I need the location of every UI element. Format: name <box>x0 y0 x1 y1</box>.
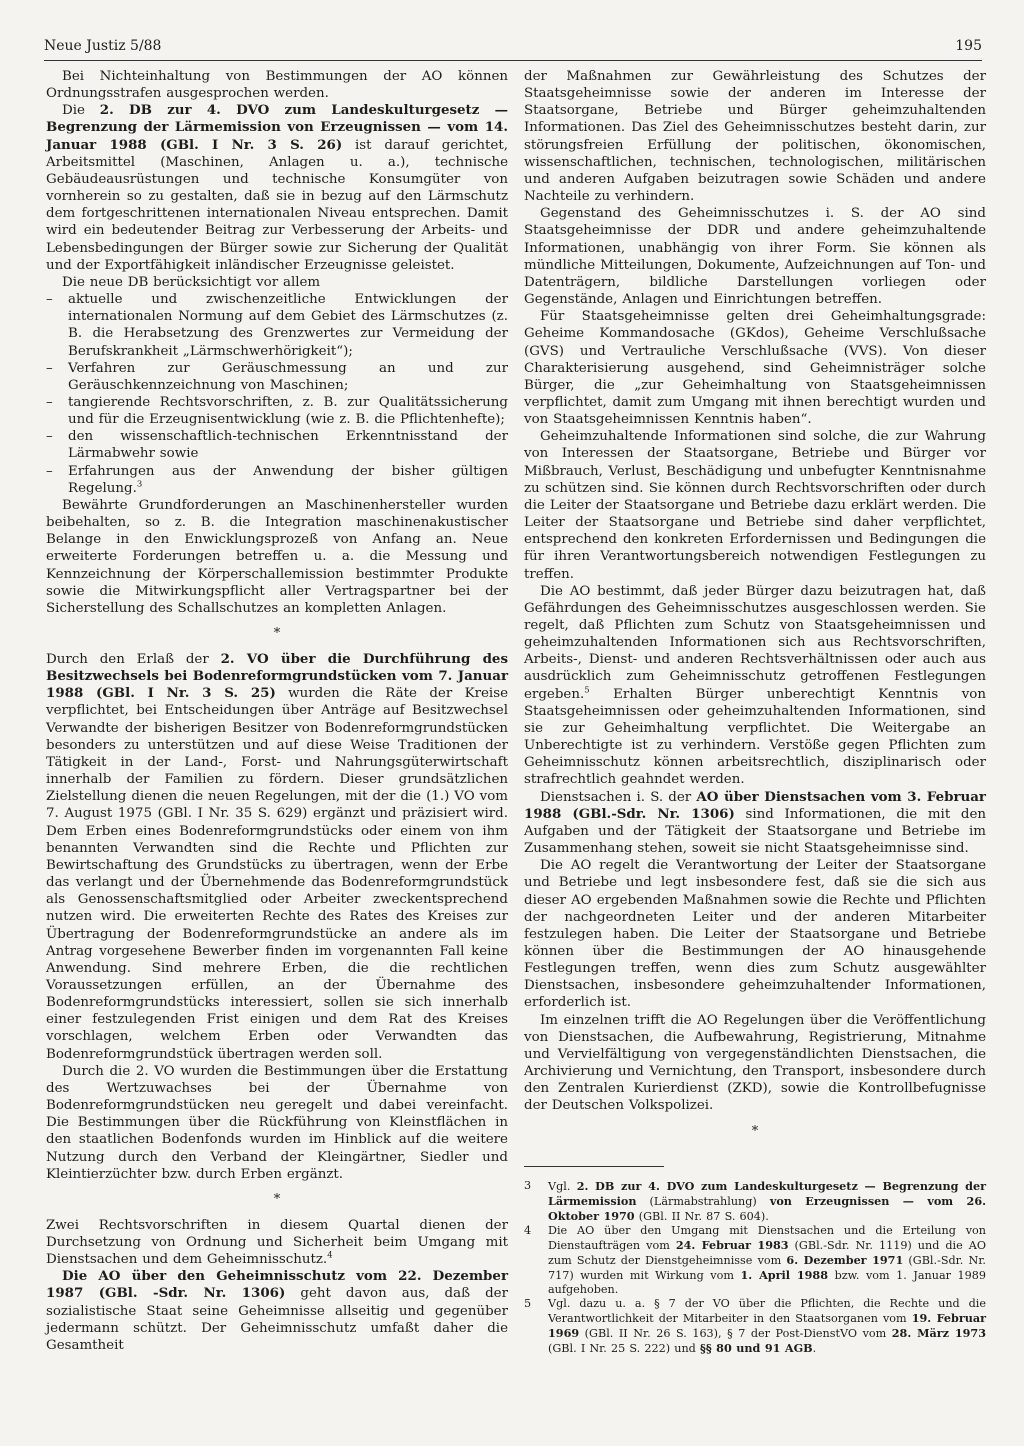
section-separator: * <box>273 626 281 641</box>
footnote-ref[interactable]: 3 <box>136 479 143 490</box>
paragraph: Gegenstand des Geheimnisschutzes i. S. der AO sind Staatsgeheimnisse der DDR und andere geheimzuhaltende Informationen, unabhängig von ihrer Form. Sie können als mündliche Mitteilungen, Dokumente, Aufzeichnungen auf Ton- und Datenträgern, bildliche Darstellungen vorliegen oder Gegenstände, Anlagen und Einrichtungen betreffen. <box>524 206 986 308</box>
paragraph: Zwei Rechtsvorschriften in diesem Quartal dienen der Durchsetzung von Ordnung und Sicherheit beim Umgang mit Dienstsachen und dem Geheimnisschutz.$^4$ <box>46 1217 508 1268</box>
regulation-title: 2. DB zur 4. DVO zum Landeskulturgesetz — Begrenzung der Lärmemission von Erzeugnissen — vom 14. Januar 1988 (GBl. I Nr. 3 S. 26) <box>46 102 508 153</box>
regulation-title: Die AO über den Geheimnisschutz vom 22. Dezember 1987 (GBl. -Sdr. Nr. 1306) <box>46 1268 508 1302</box>
paragraph: Bei Nichteinhaltung von Bestimmungen der AO können Ordnungsstrafen ausgesprochen werden. <box>46 69 508 102</box>
paragraph: Die AO bestimmt, daß jeder Bürger dazu beizutragen hat, daß Gefährdungen des Geheimnisschutzes ausgeschlossen werden. Sie regelt, daß Pflichten zum Schutz von Staatsgeheimnissen und geheimzuhaltenden Informationen sich aus Rechtsvorschriften, Arbeits-, Dienst- und anderen Rechtsverhältnissen oder auch aus ausdrücklich zum Geheimnisschutz getroffenen Festlegungen ergeben.$^5$ Erhalten Bürger unberechtigt Kenntnis von Staatsgeheimnissen oder geheimzuhaltenden Informationen, sind sie zur Geheimhaltung verpflichtet. Die Weitergabe an Unberechtigte ist zu verhindern. Verstöße gegen Pflichten zum Geheimnisschutz können arbeitsrechtlich, disziplinarisch oder strafrechtlich geahndet werden. <box>524 583 986 788</box>
list-item: – Verfahren zur Geräuschmessung an und zur Geräuschkennzeichnung von Maschinen; <box>46 360 508 393</box>
journal-title: Neue Justiz 5/88 <box>44 38 162 54</box>
regulation-title: AO über Dienstsachen vom 3. Februar 1988 (GBl.-Sdr. Nr. 1306) <box>524 788 986 822</box>
list-item: – den wissenschaftlich-technischen Erkenntnisstand der Lärmabwehr sowie <box>46 429 508 462</box>
footnote-rule <box>524 1166 664 1167</box>
footnote: 5 Vgl. dazu u. a. § 7 der VO über die Pflichten, die Rechte und die Verantwortlichkeit der Mitarbeiter in den Staatsorganen vom 19. Februar 1969 (GBl. II Nr. 26 S. 163), § 7 der Post-DienstVO vom 28. März 1973 (GBl. I Nr. 25 S. 222) und §§ 80 und 91 AGB. <box>524 1296 987 1355</box>
paragraph: Dienstsachen i. S. der AO über Dienstsachen vom 3. Februar 1988 (GBl.-Sdr. Nr. 1306) sind Informationen, die mit den Aufgaben und der Tätigkeit der Staatsorgane und Betriebe im Zusammenhang stehen, soweit sie nicht Staatsgeheimnisse sind. <box>524 788 986 857</box>
footnote-ref[interactable]: 4 <box>327 1250 333 1261</box>
footnotes <box>524 1179 986 1356</box>
paragraph: Die 2. DB zur 4. DVO zum Landeskulturgesetz — Begrenzung der Lärmemission von Erzeugnissen — vom 14. Januar 1988 (GBl. I Nr. 3 S. 26) ist darauf gerichtet, Arbeitsmittel (Maschinen, Anlagen u. a.), technische Gebäudeausrüstungen und technische Konsumgüter von vornherein so zu gestalten, daß sie in bezug auf den Lärmschutz dem fortgeschrittenen internationalen Niveau entsprechen. Damit wird ein bedeutender Beitrag zur Verbesserung der Arbeits- und Lebensbedingungen der Bürger sowie zur Sicherung der Qualität und der Exportfähigkeit inländischer Erzeugnisse geleistet. <box>46 102 508 273</box>
paragraph: Die AO regelt die Verantwortung der Leiter der Staatsorgane und Betriebe und legt insbesondere fest, daß sie die sich aus dieser AO ergebenden Maßnahmen sowie die Rechte und Pflichten der nachgeordneten Leiter und der anderen Mitarbeiter festzulegen haben. Die Leiter der Staatsorgane und Betriebe können über die Bestimmungen der AO hinausgehende Festlegungen treffen, wenn dies zum Schutz ausgewählter Dienstsachen, insbesondere geheimzuhaltender Informationen, erforderlich ist. <box>524 858 986 1011</box>
footnote: 3 Vgl. 2. DB zur 4. DVO zum Landeskulturgesetz — Begrenzung der Lärmemission (Lärmabstrahlung) von Erzeugnissen — vom 26. Oktober 1970 (GBl. II Nr. 87 S. 604). <box>524 1178 986 1223</box>
section-separator: * <box>751 1123 759 1139</box>
paragraph: Durch den Erlaß der 2. VO über die Durchführung des Besitzwechsels bei Bodenreformgrundstücken vom 7. Januar 1988 (GBl. I Nr. 3 S. 25) wurden die Räte der Kreise verpflichtet, bei Entscheidungen über Anträge auf Besitzwechsel Verwandte der bisherigen Besitzer von Bodenreformgrundstücken besonders zu unterstützen und auf diese Weise Traditionen der Tätigkeit in der Land-, Forst- und Nahrungsgüterwirtschaft innerhalb der Familien zu fördern. Dieser grundsätzlichen Zielstellung dienen die neuen Regelungen, mit der die (1.) VO vom 7. August 1975 (GBl. I Nr. 35 S. 629) ergänzt und präzisiert wird. Dem Erben eines Bodenreformgrundstücks oder einem von ihm benannten Verwandten sind die Rechte und Pflichten zur Bewirtschaftung des Grundstücks zu übertragen, wenn der Erbe das verlangt und der Übernehmende das Bodenreformgrundstück als Genossenschaftsmitglied oder Arbeiter zweckentsprechend nutzen wird. Die erweiterten Rechte des Rates des Kreises zur Übertragung der Bodenreformgrundstücke an andere als im Antrag vorgesehene Bewerber finden im vorgenannten Fall keine Anwendung. Sind mehrere Erben, die die rechtlichen Voraussetzungen erfüllen, an der Übernahme des Bodenreformgrundstücks interessiert, sollen sie sich innerhalb einer festzulegenden Frist einigen und dem Rat des Kreises vorschlagen, welchem Erben oder Verwandten das Bodenreformgrundstück übertragen werden soll. <box>46 651 508 1062</box>
footnote-ref[interactable]: 5 <box>584 685 590 696</box>
paragraph: Durch die 2. VO wurden die Bestimmungen über die Erstattung des Wertzuwachses bei der Übernahme von Bodenreformgrundstücken neu geregelt und dabei vereinfacht. Die Bestimmungen über die Rückführung von Kleinstflächen in den staatlichen Bodenfonds wurden im Hinblick auf die weitere Nutzung durch den Verband der Kleingärtner, Siedler und Kleintierzüchter bzw. durch Erben ergänzt. <box>46 1063 508 1182</box>
list-item: – Erfahrungen aus der Anwendung der bisher gültigen Regelung.$^3$ <box>46 463 508 496</box>
list-item: – aktuelle und zwischenzeitliche Entwicklungen der internationalen Normung auf dem Gebiet des Lärmschutzes (z. B. die Herabsetzung des Grenzwertes zur Vermeidung der Berufskrankheit „Lärmschwerhörigkeit“); <box>46 292 508 359</box>
footnote: 4 Die AO über den Umgang mit Dienstsachen und die Erteilung von Dienstaufträgen vom 24. Februar 1983 (GBl.-Sdr. Nr. 1119) und die AO zum Schutz der Dienstgeheimnisse vom 6. Dezember 1971 (GBl.-Sdr. Nr. 717) wurden mit Wirkung vom 1. April 1988 bzw. vom 1. Januar 1989 aufgehoben. <box>524 1223 987 1296</box>
paragraph: Bewährte Grundforderungen an Maschinenhersteller wurden beibehalten, so z. B. die Integration maschinenakustischer Belange in den Enwicklungsprozeß von Anfang an. Neue erweiterte Forderungen betreffen u. a. die Messung und Kennzeichnung der Körperschallemission bestimmter Produkte sowie die Mitwirkungspflicht aller Vertragspartner bei der Sicherstellung des Schallschutzes an kompletten Anlagen. <box>46 497 508 616</box>
left-column <box>46 68 508 1354</box>
paragraph: der Maßnahmen zur Gewährleistung des Schutzes der Staatsgeheimnisse sowie der anderen im Interesse der Staatsorgane, Betriebe und Bürger geheimzuhaltenden Informationen. Das Ziel des Geheimnisschutzes besteht darin, zur störungsfreien Erfüllung der politischen, ökonomischen, wissenschaftlichen, technischen, technologischen, militärischen und anderen Aufgaben beizutragen sowie Schäden und andere Nachteile zu verhindern. <box>524 69 986 205</box>
paragraph: Im einzelnen trifft die AO Regelungen über die Veröffentlichung von Dienstsachen, die Aufbewahrung, Registrierung, Mitnahme und Vervielfältigung von vergegenständlichten Dienstsachen, die Archivierung und Vernichtung, den Transport, insbesondere durch den Zentralen Kurierdienst (ZKD), sowie die Kontrollbefugnisse der Deutschen Volkspolizei. <box>524 1012 986 1114</box>
page-number: 195 <box>955 38 982 54</box>
paragraph: Für Staatsgeheimnisse gelten drei Geheimhaltungsgrade: Geheime Kommandosache (GKdos), Geheime Verschlußsache (GVS) und Vertrauliche Verschlußsache (VVS). Von dieser Charakterisierung ausgehend, sind Geheimnisträger solche Bürger, die „zur Geheimhaltung von Staatsgeheimnissen verpflichtet, damit zum Umgang mit ihnen berechtigt wurden und von Staatsgeheimnissen Kenntnis haben“. <box>524 309 986 428</box>
paragraph: Geheimzuhaltende Informationen sind solche, die zur Wahrung von Interessen der Staatsorgane, Betriebe und Bürger vor Mißbrauch, Verlust, Beschädigung und unbefugter Kenntnisnahme zu schützen sind. Sie können durch Rechtsvorschriften oder durch die Leiter der Staatsorgane und Betriebe dazu erklärt werden. Die Leiter der Staatsorgane und Betriebe sind daher verpflichtet, entsprechend den konkreten Erfordernissen und Bedingungen die für ihren Verantwortungsbereich notwendigen Festlegungen zu treffen. <box>524 429 986 582</box>
paragraph: Die AO über den Geheimnisschutz vom 22. Dezember 1987 (GBl. -Sdr. Nr. 1306) geht davon aus, daß der sozialistische Staat seine Geheimnisse allseitig und gegenüber jedermann schützt. Der Geheimnisschutz umfaßt daher die Gesamtheit <box>46 1268 508 1353</box>
paragraph: Die neue DB berücksichtigt vor allem <box>62 274 321 290</box>
page-header <box>44 38 982 60</box>
header-rule <box>44 60 982 61</box>
right-column <box>524 68 986 1356</box>
section-separator: * <box>273 1191 281 1207</box>
regulation-title: 2. VO über die Durchführung des Besitzwechsels bei Bodenreformgrundstücken vom 7. Januar 1988 (GBl. I Nr. 3 S. 25) <box>46 651 508 702</box>
list-item: – tangierende Rechtsvorschriften, z. B. zur Qualitätssicherung und für die Erzeugnisentwicklung (wie z. B. die Pflichtenhefte); <box>46 394 508 428</box>
